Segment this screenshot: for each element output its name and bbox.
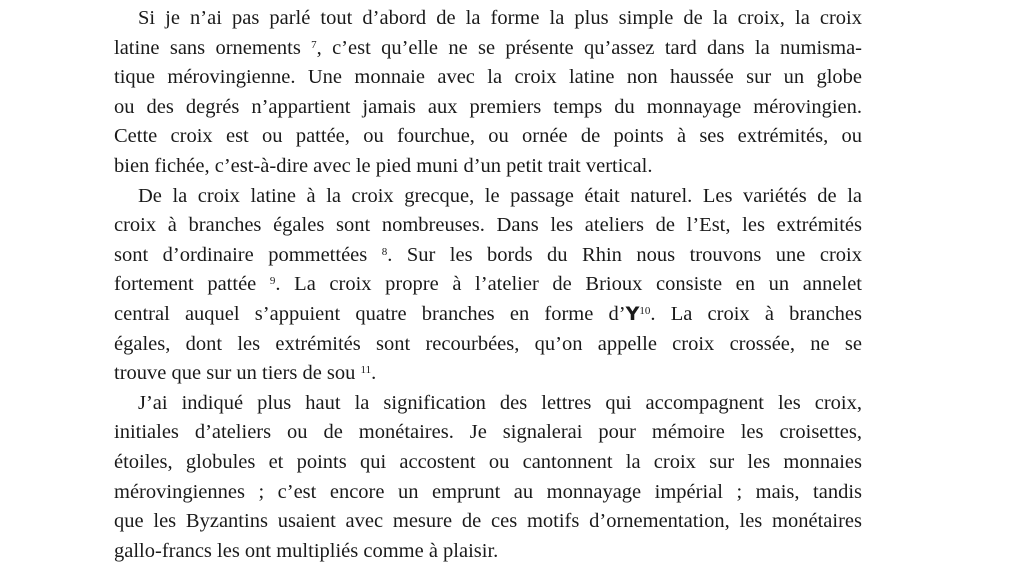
footnote-ref: 8 [381,245,388,258]
text-span: . [371,362,377,385]
text-line: mérovingiennes ; c’est encore un emprunt au monnayage impérial ; mais, tandis [114,480,862,503]
text-line: ou des degrés n’appartient jamais aux premiers temps du monnayage mérovingien. [114,95,862,118]
footnote-ref: 7 [311,38,317,51]
text-line: Cette croix est ou pattée, ou fourchue, ou ornée de points à ses extrémités, ou [114,125,862,148]
text-line: croix à branches égales sont nombreuses. Dans les ateliers de l’Est, les extrémités [114,214,862,237]
text-line: tique mérovingienne. Une monnaie avec la croix latine non haussée sur un globe [114,66,862,89]
text-span: central auquel s’appuient quatre branches en forme d’ [114,302,626,325]
text-line: Si je n’ai pas parlé tout d’abord de la forme la plus simple de la croix, la croix [138,7,862,29]
footnote-ref: 9 [269,275,276,288]
y-shape-glyph: Y [625,302,640,325]
text-line: De la croix latine à la croix grecque, le passage était naturel. Les variétés de la [138,184,862,207]
text-span: sont d’ordinaire pommettées [114,243,382,266]
text-span: . La croix propre à l’atelier de Brioux consiste en un annelet [275,273,862,296]
text-span: trouve que sur un tiers de sou [114,362,361,385]
text-line [90,241,862,271]
text-line [90,270,862,300]
text-span: , c’est qu’elle ne se présente qu’assez tard dans la numisma- [316,36,862,59]
text-line: étoiles, globules et points qui accostent ou cantonnent la croix sur les monnaies [114,450,862,473]
text-line: que les Byzantins usaient avec mesure de ces motifs d’ornementation, les monétaires [114,510,862,533]
text-line [90,34,862,64]
text-span: fortement pattée [114,273,270,296]
text-span: latine sans ornements [114,36,312,59]
text-line [90,359,862,389]
text-line: initiales d’ateliers ou de monétaires. Je signalerai pour mémoire les croisettes, [114,421,862,444]
text-span: . Sur les bords du Rhin nous trouvons une croix [387,243,862,266]
text-line: égales, dont les extrémités sont recourbées, qu’on appelle croix crossée, ne se [114,332,862,355]
text-line: gallo-francs les ont multipliés comme à plaisir. [114,539,499,562]
text-span: . La croix à branches [650,302,862,325]
text-line: bien fichée, c’est-à-dire avec le pied muni d’un petit trait vertical. [114,154,653,177]
footnote-ref: 11 [360,364,372,377]
paragraph-3 [90,389,862,566]
paragraph-1 [90,4,862,182]
footnote-ref: 10 [639,304,651,317]
text-line: J’ai indiqué plus haut la signification des lettres qui accompagnent les croix, [138,391,862,414]
text-line [90,300,862,330]
paragraph-2 [90,182,862,389]
document-page [90,4,862,566]
